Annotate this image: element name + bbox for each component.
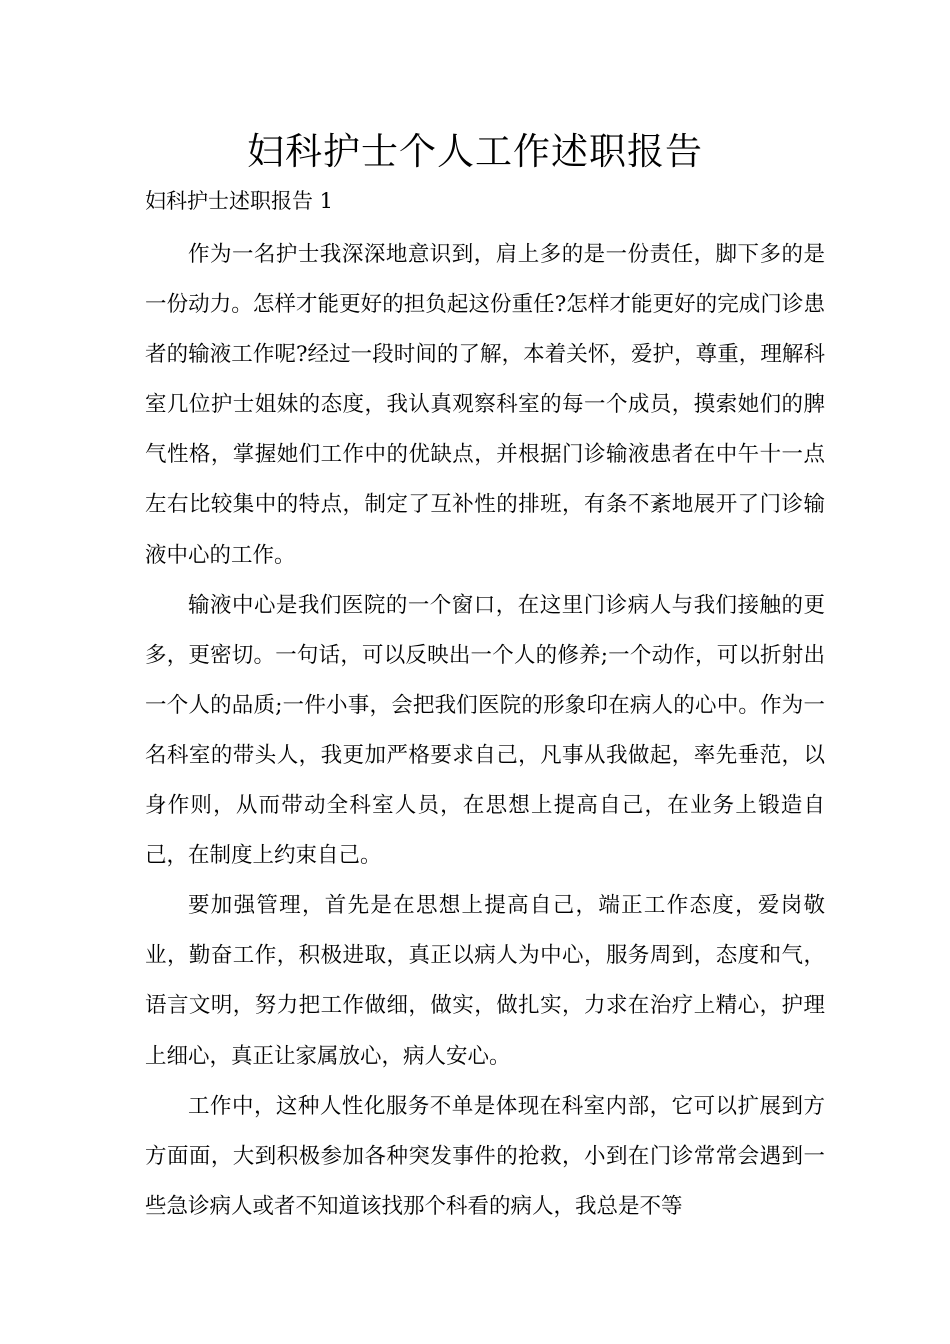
document-body (145, 230, 825, 1232)
paragraph-4: 工作中，这种人性化服务不单是体现在科室内部，它可以扩展到方方面面，大到积极参加各种突发事件的抢救，小到在门诊常常会遇到一些急诊病人或者不知道该找那个科看的病人，我总是不等 (145, 1093, 825, 1219)
paragraph-1: 作为一名护士我深深地意识到，肩上多的是一份责任，脚下多的是一份动力。怎样才能更好的担负起这份重任?怎样才能更好的完成门诊患者的输液工作呢?经过一段时间的了解，本着关怀，爱护，尊重，理解科室几位护士姐妹的态度，我认真观察科室的每一个成员，摸索她们的脾气性格，掌握她们工作中的优缺点，并根据门诊输液患者在中午十一点左右比较集中的特点，制定了互补性的排班，有条不紊地展开了门诊输液中心的工作。 (145, 242, 825, 568)
document-title: 妇科护士个人工作述职报告 (247, 130, 703, 173)
paragraph-2: 输液中心是我们医院的一个窗口，在这里门诊病人与我们接触的更多，更密切。一句话，可以反映出一个人的修养;一个动作，可以折射出一个人的品质;一件小事，会把我们医院的形象印在病人的心中。作为一名科室的带头人，我更加严格要求自己，凡事从我做起，率先垂范，以身作则，从而带动全科室人员，在思想上提高自己，在业务上锻造自己，在制度上约束自己。 (145, 592, 825, 869)
document-subtitle: 妇科护士述职报告 1 (145, 189, 334, 213)
paragraph-3: 要加强管理，首先是在思想上提高自己，端正工作态度，爱岗敬业，勤奋工作，积极进取，真正以病人为中心，服务周到，态度和气，语言文明，努力把工作做细，做实，做扎实，力求在治疗上精心，护理上细心，真正让家属放心，病人安心。 (145, 893, 825, 1069)
